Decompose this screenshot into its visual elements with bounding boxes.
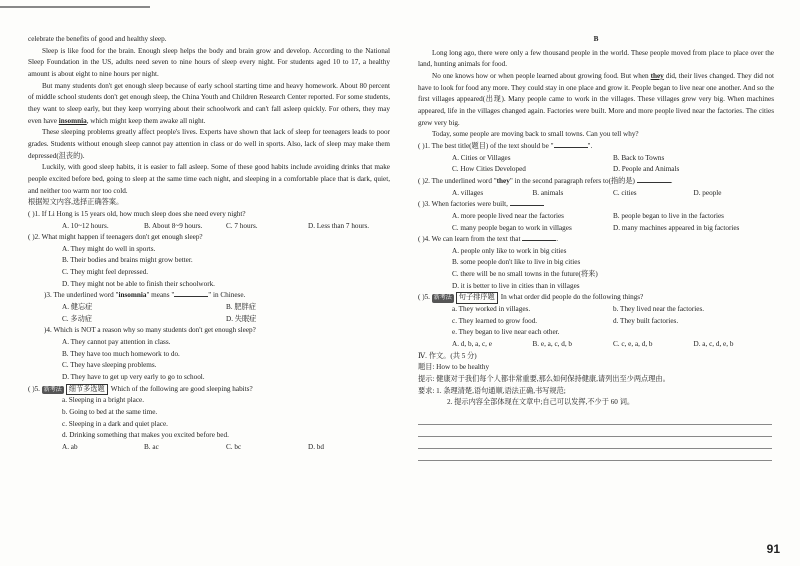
question-4: ( )4. We can learn from the text that . (418, 235, 559, 244)
q3-options (452, 211, 774, 234)
q3-text-c: " in Chinese. (208, 291, 246, 300)
passage-a-p4: Luckily, with good sleep habits, it is easier to fall asleep. Some of these good habits include avoiding drinks that make people excited before bed, going to sleep at the same time each night, and sleeping in a comfortable place that is dark, quiet, and neither too warm nor too cold. (28, 163, 390, 195)
writing-req-1: 要求: 1. 条理清楚,语句通顺,语法正确,书写规范; (418, 386, 566, 395)
q5-items (452, 304, 774, 339)
writing-prompt: 提示: 健康对于我们每个人都非常重要,那么如何保持健康,请列出至少两点理由。 (418, 375, 670, 384)
q2-options (452, 188, 774, 200)
passage-a-p0: celebrate the benefits of good and healthy sleep. (28, 35, 167, 43)
option[interactable]: C. cities (613, 188, 637, 197)
passage-a-p3: These sleeping problems greatly affect people's lives. Experts have shown that lack of sleep for teenagers leads to poor grades. Students without enough sleep cannot pay attention in class or do well in sports. Also, lack of sleep may make them depressed(沮丧的). (28, 128, 390, 160)
question-2: ( )2. The underlined word "they" in the second paragraph refers to(指的是) . (418, 176, 673, 185)
p2-text-b: did, their lives changed. They did not have to look for food any more. They could stay in one place and grow it. People began to live near one another. And so the first villages appeared(出现). Many people came to work in the villages. These villages grew very big. When machines appeared, life in the villages changed again. Factories were built. More and more people lived near the factories. The cities grew very big. (418, 71, 774, 127)
q3-options (62, 302, 390, 325)
section-heading: B (593, 35, 599, 43)
q2-word: they (496, 176, 510, 185)
question-type-box: 细节多选题 (66, 384, 108, 395)
list-item: a. Sleeping in a bright place. (62, 396, 145, 405)
option[interactable]: D. bd (308, 442, 324, 451)
list-item: e. They began to live near each other. (452, 328, 560, 337)
page-number: 91 (766, 542, 780, 556)
q3-word: insomnia (118, 291, 147, 300)
p2-text-a: No one knows how or when people learned about growing food. But when (432, 71, 649, 80)
q3-text: ( )3. When factories were built, (418, 200, 508, 209)
q2-text-b: " in the second paragraph refers to(指的是) (509, 176, 635, 185)
passage-b-p1: Long long ago, there were only a few thousand people in the world. These people moved from place to place over the land, hunting animals for food. (418, 48, 774, 69)
question-4: )4. Which is NOT a reason why so many students don't get enough sleep? (44, 326, 256, 335)
q5-number: ( )5. (28, 384, 40, 393)
option[interactable]: C. 7 hours. (226, 221, 258, 230)
option[interactable]: B. e, a, c, d, b (532, 340, 573, 349)
option[interactable]: B. ac (144, 442, 159, 451)
writing-lines[interactable] (418, 413, 774, 461)
q5-items (62, 395, 390, 442)
right-column (418, 0, 774, 461)
option[interactable]: A. more people lived near the factories (452, 211, 564, 220)
passage-a-p1: Sleep is like food for the brain. Enough sleep helps the body and brain grow and develop. According to the National Sleep Foundation in the US, adults need seven to nine hours of sleep every night. For students aged 10 to 17, a healthy amount is about eight to nine hours per night. (28, 46, 390, 78)
writing-line[interactable] (418, 449, 772, 461)
option[interactable]: C. They have sleeping problems. (62, 361, 157, 370)
writing-topic: 题目: How to be healthy (418, 363, 490, 372)
option[interactable]: B. Their bodies and brains might grow better. (62, 256, 193, 265)
list-item: b. They lived near the factories. (613, 305, 705, 314)
writing-line[interactable] (418, 425, 772, 437)
question-3 (418, 199, 774, 211)
option[interactable]: B. Back to Towns (613, 153, 665, 162)
they-word: they (650, 71, 664, 80)
q1-text: ( )1. The best title(题目) of the text should be " (418, 141, 554, 150)
answer-blank[interactable] (174, 290, 208, 297)
writing-line[interactable] (418, 437, 772, 449)
question-type-box: 句子排序题 (456, 292, 498, 303)
option[interactable]: D. people (693, 188, 722, 197)
left-column (28, 0, 390, 454)
q2-text-a: ( )2. The underlined word " (418, 176, 497, 185)
option[interactable]: D. They have to get up very early to go to school. (62, 373, 205, 382)
question-3 (28, 290, 390, 302)
option[interactable]: C. How Cities Developed (452, 165, 526, 174)
option[interactable]: A. d, b, a, c, e (452, 340, 492, 349)
q1-options (452, 153, 774, 176)
passage-b-p3: Today, some people are moving back to small towns. Can you tell why? (432, 130, 639, 139)
option[interactable]: D. it is better to live in cities than in villages (452, 281, 580, 290)
option[interactable]: A. 健忘症 (62, 303, 93, 312)
option[interactable]: C. bc (226, 442, 242, 451)
writing-title: Ⅳ. 作文。(共 5 分) (418, 351, 477, 360)
option[interactable]: D. They might not be able to finish their schoolwork. (62, 279, 215, 288)
p2-end: , which might keep them awake all night. (86, 116, 206, 125)
question-2: ( )2. What might happen if teenagers don't get enough sleep? (28, 233, 203, 242)
q4-text: ( )4. We can learn from the text that (418, 235, 521, 244)
option[interactable]: B. 肥胖症 (226, 303, 256, 312)
list-item: d. They built factories. (613, 316, 679, 325)
q5-options (62, 442, 390, 454)
q5-text: In what order did people do the following things? (500, 293, 644, 302)
option[interactable]: D. 失眠症 (226, 314, 257, 323)
q4-options (62, 337, 390, 384)
writing-req-2: 2. 提示内容全部体现在文章中;自己可以发挥,不少于 60 词。 (447, 398, 635, 407)
q2-options (62, 244, 390, 291)
option[interactable]: A. 10~12 hours. (62, 221, 109, 230)
question-5 (418, 292, 774, 304)
q1-end: ". (587, 141, 593, 150)
question-1: ( )1. If Li Hong is 15 years old, how much sleep does she need every night? (28, 209, 246, 218)
list-item: c. Sleeping in a dark and quiet place. (62, 419, 168, 428)
q1-options (62, 221, 390, 233)
answer-blank[interactable] (510, 199, 544, 206)
option[interactable]: A. villages (452, 188, 484, 197)
list-item: a. They worked in villages. (452, 305, 531, 314)
option[interactable]: B. some people don't like to live in big cities (452, 258, 581, 267)
option[interactable]: D. Less than 7 hours. (308, 221, 370, 230)
option[interactable]: A. Cities or Villages (452, 153, 511, 162)
option[interactable]: A. They cannot pay attention in class. (62, 338, 171, 347)
passage-b-p2 (418, 71, 774, 129)
q3-text-a: )3. The underlined word " (44, 291, 119, 300)
question-5 (28, 384, 390, 396)
q5-number: ( )5. (418, 293, 430, 302)
option[interactable]: A. ab (62, 442, 78, 451)
q5-options (452, 339, 774, 351)
list-item: c. They learned to grow food. (452, 316, 538, 325)
answer-blank[interactable] (637, 176, 671, 183)
q4-options (452, 246, 774, 293)
answer-blank[interactable] (554, 141, 588, 148)
q3-text-b: " means " (146, 291, 175, 300)
option[interactable]: C. 多动症 (62, 314, 92, 323)
p2-text: But many students don't get enough sleep because of early school starting time and heavy homework. About 80 percent of middle school students don't get enough sleep, the China Youth and Children Research Center reported. For some students, they want to sleep early, but they keep worrying about their schoolwork and can't fall asleep quickly. For others, they may even have (28, 81, 390, 125)
option[interactable]: C. c, e, a, d, b (613, 340, 653, 349)
instruction: 根据短文内容,选择正确答案。 (28, 198, 124, 207)
answer-blank[interactable] (522, 234, 556, 241)
option[interactable]: D. many machines appeared in big factories (613, 223, 740, 232)
passage-a-p2 (28, 81, 390, 128)
option[interactable]: B. animals (532, 188, 564, 197)
list-item: d. Drinking something that makes you excited before bed. (62, 431, 229, 440)
option[interactable]: B. people began to live in the factories (613, 211, 724, 220)
list-item: b. Going to bed at the same time. (62, 408, 158, 416)
option[interactable]: A. people only like to work in big cities (452, 246, 567, 255)
option[interactable]: D. People and Animals (613, 165, 680, 174)
question-1 (418, 141, 774, 153)
option[interactable]: A. They might do well in sports. (62, 244, 156, 253)
option[interactable]: D. a, c, d, e, b (693, 340, 734, 349)
option[interactable]: C. many people began to work in villages (452, 223, 572, 232)
option[interactable]: C. They might feel depressed. (62, 268, 149, 277)
option[interactable]: C. there will be no small towns in the future(将来) (452, 270, 598, 279)
writing-line[interactable] (418, 413, 772, 425)
new-method-tag: 新考法 (433, 295, 452, 302)
option[interactable]: B. They have too much homework to do. (62, 349, 180, 358)
new-method-tag: 新考法 (43, 386, 62, 393)
q5-text: Which of the following are good sleeping habits? (110, 384, 253, 393)
option[interactable]: B. About 8~9 hours. (144, 221, 203, 230)
insomnia-word: insomnia (58, 116, 87, 125)
